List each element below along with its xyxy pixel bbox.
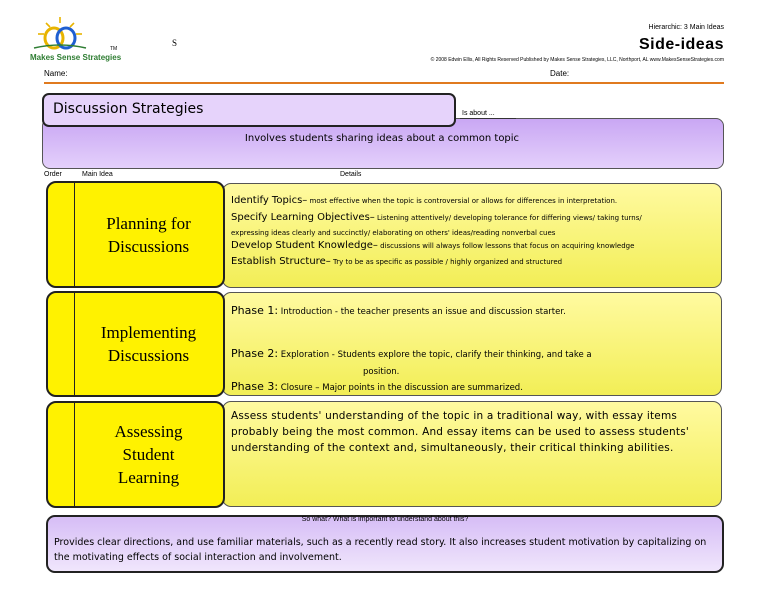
row-1-detail-4: Establish Structure– Try to be as specific as possible / highly organized and structured [231,256,563,267]
row-1-detail-3: Develop Student Knowledge– discussions will always follow lessons that focus on acquiring knowledge [231,240,635,251]
row-2-main-idea-box [46,291,225,397]
row-1-details-box [222,183,722,288]
trademark-mark: TM [110,46,118,52]
phase-1: Phase 1: Introduction - the teacher presents an issue and discussion starter. [231,304,566,317]
copyright-line: © 2008 Edwin Ellis, All Rights Reserved Published by Makes Sense Strategies, LLC, Northport, AL www.MakesSenseStrategies.com [430,57,724,63]
is-about-underline [460,118,516,119]
main-idea-column-header: Main Idea [82,171,113,178]
is-about-label: Is about ... [462,110,495,117]
topic-description: Involves students sharing ideas about a common topic [244,133,520,144]
topic-title: Discussion Strategies [53,101,204,117]
so-what-text: Provides clear directions, and use familiar materials, such as a recently read story. It also increases student motivation by capitalizing on the motivating effects of social interaction and involvement. [54,537,707,563]
row-1-detail-2-cont: expressing ideas clearly and succinctly/ elaborating on others' ideas/reading nonverbal cues [231,229,556,237]
makes-sense-logo-icon [30,14,90,54]
phase-3: Phase 3: Closure – Major points in the discussion are summarized. [231,380,523,393]
order-divider [74,183,75,286]
row-1-detail-2: Specify Learning Objectives– Listening attentively/ developing tolerance for differing views/ taking turns/ [231,212,642,223]
brand-name: Makes Sense Strategies [30,53,122,62]
row-2-main-idea: Implementing Discussions [100,323,197,365]
row-3-details-box [222,401,722,507]
row-2-details-box [222,292,722,396]
so-what-label: So what? What is important to understand about this? [301,516,469,523]
details-column-header: Details [340,171,362,178]
row-1-main-idea: Planning for Discussions [106,213,191,256]
diagram-type-label: Hierarchic: 3 Main Ideas [648,24,724,31]
page-title: Side-ideas [638,36,724,53]
row-3-detail-text: Assess students' understanding of the topic in a traditional way, with essay items probably being the most common. And essay items can be used to assess students' understanding of the context and, simultaneously, their critical thinking abilities. [231,410,689,454]
header-rule [44,82,724,84]
so-what-box [46,515,724,573]
order-column-header: Order [44,171,62,178]
topic-title-box [42,93,456,127]
stray-mark: S [172,38,178,48]
name-label: Name: [44,69,68,78]
phase-2: Phase 2: Exploration - Students explore the topic, clarify their thinking, and take a [231,347,592,360]
row-1-detail-1: Identify Topics– most effective when the topic is controversial or allows for differences in interpretation. [231,195,618,206]
order-divider [74,293,75,395]
row-3-main-idea: Assessing Student Learning [114,422,183,487]
order-divider [74,403,75,506]
row-1-main-idea-box [46,181,225,288]
phase-2-cont: position. [363,367,400,377]
date-label: Date: [550,69,570,78]
row-3-main-idea-box [46,401,225,508]
